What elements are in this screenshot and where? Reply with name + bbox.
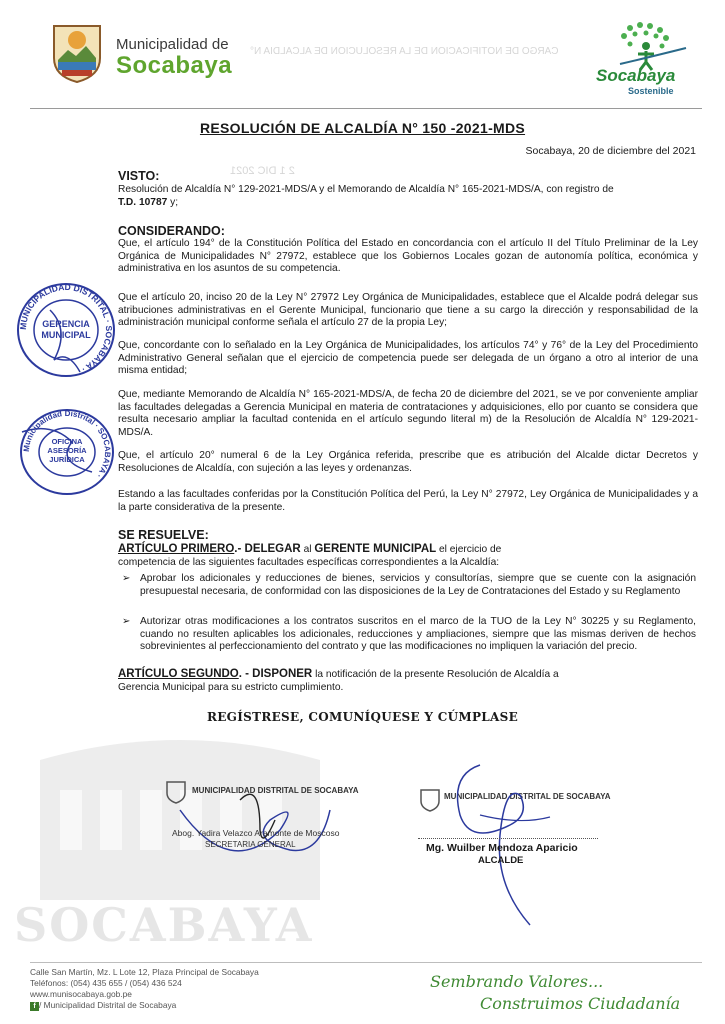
article-one-target: GERENTE MUNICIPAL xyxy=(314,543,437,555)
stamp1-ring-text: MUNICIPALIDAD DISTRITAL · SOCABAYA · xyxy=(17,281,115,375)
stamp2-center-line-1: OFICINA xyxy=(51,437,83,446)
article-one-label: ARTÍCULO PRIMERO xyxy=(118,543,235,555)
footer-social-text: / Municipalidad Distrital de Socabaya xyxy=(39,1000,177,1010)
logo-subtitle: Sostenible xyxy=(628,86,674,96)
facebook-icon: f xyxy=(30,1002,39,1011)
municipality-label: Municipalidad de xyxy=(116,36,229,53)
article-one-line-2: competencia de las siguientes facultades específicas correspondientes a la Alcaldía: xyxy=(118,556,500,568)
article-two-label: ARTÍCULO SEGUNDO xyxy=(118,668,239,680)
municipality-name: Socabaya xyxy=(116,52,233,79)
article-two-dash: . - xyxy=(238,668,253,680)
stamp2-center-line-2: ASESORÍA xyxy=(47,446,87,455)
resuelve-heading: SE RESUELVE: xyxy=(118,528,209,542)
left-signatory-name: Abog. Yadira Velazco Aramonte de Moscoso xyxy=(172,828,340,838)
resolution-date: Socabaya, 20 de diciembre del 2021 xyxy=(525,145,696,157)
left-signature xyxy=(170,770,340,880)
bullet-arrow-icon: ➢ xyxy=(122,616,131,627)
considerando-paragraph: Que, concordante con lo señalado en la Ley Orgánica de Municipalidades, los artículos 74° y 76° de la Ley del Procedimiento Administrativo General señalan que el ejercicio de competencia puede ser delegada de un órgano a otro al interior de una misma entidad; xyxy=(118,340,698,377)
visto-line-2: y; xyxy=(167,196,179,208)
visto-td-number: T.D. 10787 xyxy=(118,196,168,208)
stamp1-center-line-2: MUNICIPAL xyxy=(41,330,91,340)
right-signature-header: MUNICIPALIDAD DISTRITAL DE SOCABAYA xyxy=(444,792,611,801)
slogan-line-2: Construimos Ciudadanía xyxy=(480,994,681,1013)
slogan-line-1: Sembrando Valores... xyxy=(430,972,604,991)
signature-line xyxy=(418,838,598,839)
considerando-paragraph: Que, el artículo 20° numeral 6 de la Ley Orgánica referida, prescribe que es atribución del Alcalde dictar Decretos y Resoluciones de Alcaldía, con sujeción a las leyes y ordenanzas. xyxy=(118,450,698,474)
municipal-crest-logo xyxy=(48,22,106,84)
right-signatory-role: ALCALDE xyxy=(478,855,524,866)
article-one xyxy=(118,543,698,569)
bullet-item: Aprobar los adicionales y reducciones de bienes, servicios y consultorías, siempre que se cuente con la asignación presupuestal necesaria, de conformidad con las disposiciones de la Ley de Contrataciones del Estado y su Reglamento xyxy=(140,573,696,597)
footer-website[interactable]: www.munisocabaya.gob.pe xyxy=(30,989,132,999)
footer-divider xyxy=(30,962,702,963)
footer-social[interactable] xyxy=(30,1000,176,1011)
stamp2-ring-text: Municipalidad Distrital · SOCABAYA · xyxy=(21,408,113,480)
left-signature-header: MUNICIPALIDAD DISTRITAL DE SOCABAYA xyxy=(192,786,359,795)
logo-title: Socabaya xyxy=(596,66,676,85)
considerando-paragraph: Que, el artículo 194° de la Constitución Política del Estado en concordancia con el artículo II del Título Preliminar de la Ley Orgánica de Municipalidades N° 27972, establece que los Gobiernos Locales gozan de autonomía política, económica y administrativa en los asuntos de su competencia. xyxy=(118,238,698,275)
considerando-paragraph: Que el artículo 20, inciso 20 de la Ley N° 27972 Ley Orgánica de Municipalidades, establece que el Alcalde podrá delegar sus atribuciones administrativas en el Gerente Municipal, funcionario que tiene a su cargo la dirección y responsabilidad de la administración municipal conforme señala el artículo 27 de la propia Ley; xyxy=(118,292,698,329)
right-signatory-name: Mg. Wuilber Mendoza Aparicio xyxy=(426,842,578,854)
visto-heading: VISTO: xyxy=(118,169,160,183)
considerando-paragraph: Estando a las facultades conferidas por la Constitución Política del Perú, la Ley N° 27972, Ley Orgánica de Municipalidades y a la parte considerativa de la presente. xyxy=(118,489,698,513)
left-signatory-role: SECRETARIA GENERAL xyxy=(205,840,296,849)
bullet-item: Autorizar otras modificaciones a los contratos suscritos en el marco de la TUO de la Ley N° 30225 y su Reglamento, cuando no resulten aplicables los adicionales, reducciones y ampliaciones, siempre que las mismas deriven de hechos sobrevinientes al perfeccionamiento del contrato y que las modificaciones no impliquen la variación del precio. xyxy=(140,616,696,653)
considerando-heading: CONSIDERANDO: xyxy=(118,224,225,238)
stamp2-center-line-3: JURÍDICA xyxy=(49,455,85,464)
article-two-rest: la notificación de la presente Resolución de Alcaldía a xyxy=(312,669,559,680)
article-one-rest: el ejercicio de xyxy=(436,544,502,555)
article-two-line-2: Gerencia Municipal para su estricto cumplimiento. xyxy=(118,681,344,693)
footer-phones: Teléfonos: (054) 435 655 / (054) 436 524 xyxy=(30,978,182,988)
visto-text xyxy=(118,184,698,209)
header-divider xyxy=(30,108,702,109)
considerando-paragraph: Que, mediante Memorando de Alcaldía N° 165-2021-MDS/A, de fecha 20 de diciembre del 2021, se ve por conveniente ampliar las facultades delegadas a Gerencia Municipal en materia de contrataciones y adquisiciones, ello por cuanto se considera que resulta necesario ampliar la facultad contenida en el artículo segundo literal m) de la Resolución de Alcaldía N° 129-2021-MDS/A. xyxy=(118,389,698,438)
ghost-date-stamp: 2 1 DIC 2021 xyxy=(230,165,295,177)
visto-line-1: Resolución de Alcaldía N° 129-2021-MDS/A y el Memorando de Alcaldía N° 165-2021-MDS/A, con registro de xyxy=(118,184,614,195)
bullet-arrow-icon: ➢ xyxy=(122,573,131,584)
article-one-dash: .- xyxy=(234,543,245,555)
closing-formula: REGÍSTRESE, COMUNÍQUESE Y CÚMPLASE xyxy=(206,710,519,724)
ghost-notification-text: CARGO DE NOTIFICACION DE LA RESOLUCION DE ALCALDIA N° xyxy=(250,46,559,57)
socabaya-watermark: SOCABAYA xyxy=(14,898,314,952)
article-two-verb: DISPONER xyxy=(252,668,313,680)
article-two xyxy=(118,668,698,694)
asesoria-juridica-stamp xyxy=(12,402,122,502)
stamp1-center-line-1: GERENCIA xyxy=(42,319,90,329)
resolution-title: RESOLUCIÓN DE ALCALDÍA N° 150 -2021-MDS xyxy=(199,120,526,136)
footer-address: Calle San Martín, Mz. L Lote 12, Plaza Principal de Socabaya xyxy=(30,967,259,977)
article-one-verb: DELEGAR xyxy=(244,543,301,555)
article-one-mid: al xyxy=(300,544,315,555)
gerencia-municipal-stamp xyxy=(10,280,122,380)
